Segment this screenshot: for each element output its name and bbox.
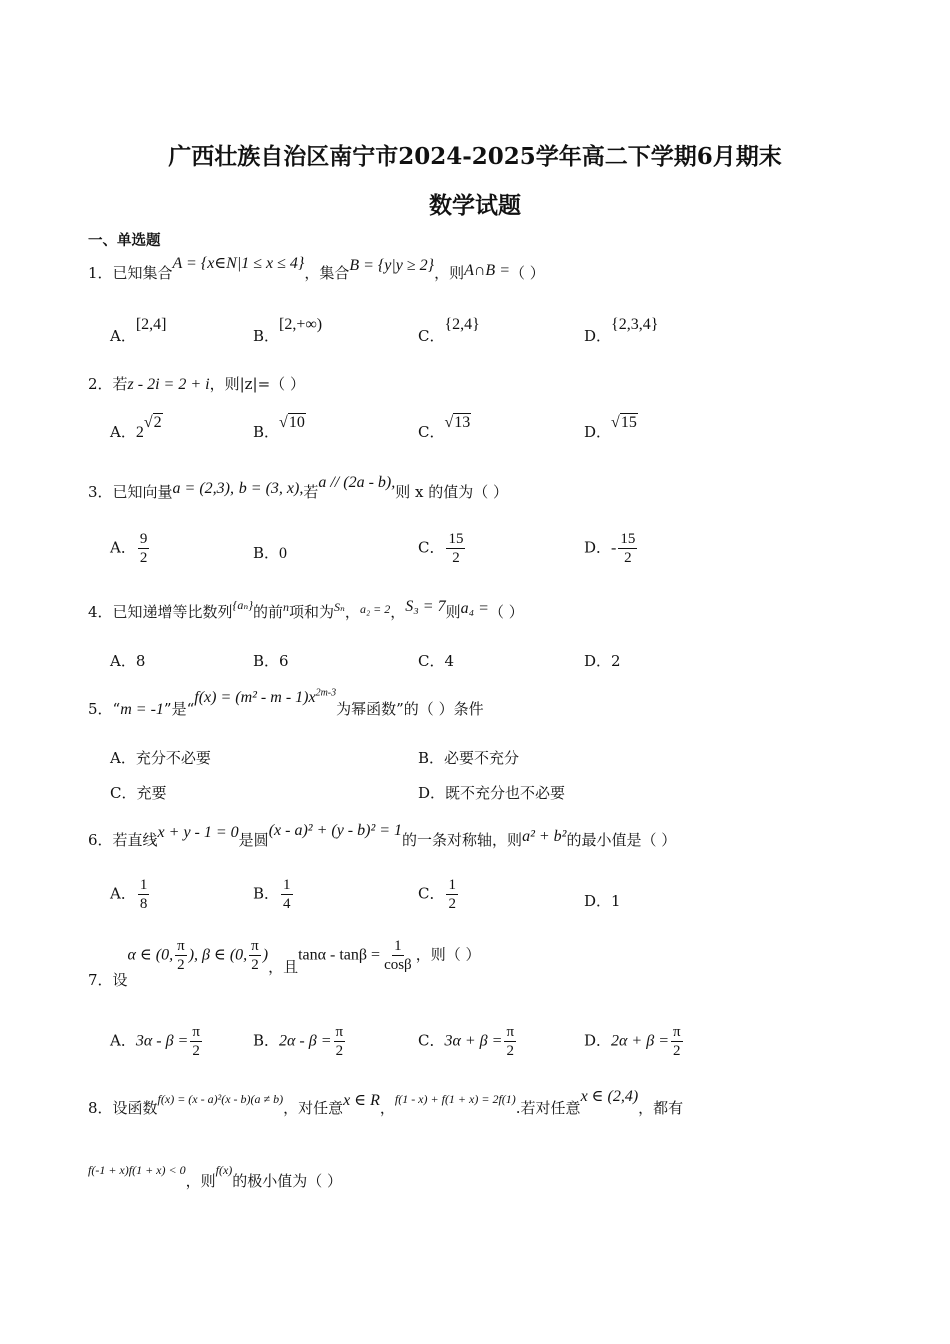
q7-close-paren: ) (262, 946, 269, 964)
q8-tail1: ，都有 (638, 1099, 684, 1117)
question-5 (88, 687, 484, 719)
q3-ruo: 若 (303, 483, 319, 501)
q3-vector-a: a = (2,3), (172, 480, 234, 497)
q4-sequence: {aₙ} (232, 598, 254, 612)
option-label: C． (418, 884, 445, 903)
option-text: 充分不必要 (135, 749, 211, 767)
q3-relation: a // (2a - b), (318, 474, 396, 491)
option-value: 2 (611, 652, 621, 670)
q1-option-b (253, 316, 323, 346)
fraction-denominator: 2 (192, 1043, 200, 1059)
fraction-numerator: 9 (139, 531, 148, 547)
fraction-numerator: π (177, 938, 185, 954)
question-8-line2 (88, 1163, 343, 1191)
q6-expr: a² + b² (522, 828, 567, 845)
q3-tail: 则 x 的值为（ ） (395, 483, 508, 501)
q5-option-d (418, 782, 565, 803)
option-label: C． (418, 538, 445, 557)
fraction-numerator: 15 (448, 531, 464, 547)
option-value: 6 (279, 652, 289, 670)
question-2 (88, 373, 305, 394)
option-label: B． (253, 544, 280, 562)
fraction-denominator: 2 (506, 1043, 514, 1059)
option-label: A． (110, 423, 136, 441)
option-label: A． (110, 652, 136, 670)
q5-option-b (418, 747, 519, 768)
q4-mid2: 项和为 (289, 603, 335, 621)
q2-expr: z - 2i = 2 + i (127, 376, 210, 393)
option-expr: 3α - β = (135, 1032, 189, 1050)
q5-func-wrap (194, 689, 336, 706)
option-label: D． (584, 892, 612, 910)
question-1 (88, 255, 545, 283)
q4-cond2: S₃ = 7 (405, 598, 446, 615)
q4-cond1: a₂ = 2 (359, 602, 391, 616)
q2-option-a: A．2√2 (110, 414, 162, 441)
question-8 (88, 1088, 684, 1118)
q8-func: f(x) = (x - a)²(x - b)(a ≠ b) (157, 1092, 284, 1106)
fraction-denominator: 2 (673, 1043, 681, 1059)
question-6 (88, 822, 677, 850)
q6-option-a (110, 876, 151, 913)
option-label: A． (110, 538, 136, 557)
q4-paren: （ ） (488, 603, 524, 621)
option-radicand: 15 (620, 414, 637, 431)
option-radicand: 2 (153, 414, 162, 431)
option-value: 4 (444, 652, 455, 670)
option-label: B． (253, 327, 280, 345)
fraction-denominator: 2 (251, 957, 259, 973)
question-3 (88, 474, 508, 502)
q8-tail2: 的极小值为（ ） (232, 1172, 343, 1190)
option-math: {2,4} (444, 316, 480, 333)
option-label: C． (418, 1031, 445, 1050)
q1-option-d (584, 316, 659, 346)
option-label: C． (418, 423, 445, 441)
q3-option-d (584, 530, 639, 567)
q4-mid1: 的前 (253, 603, 284, 621)
fraction-numerator: π (251, 938, 259, 954)
q5-number: 5．“ (88, 700, 121, 718)
option-value: 8 (135, 652, 146, 670)
option-label: D． (584, 652, 612, 670)
fraction-denominator: 2 (139, 550, 148, 566)
option-label: B． (253, 652, 280, 670)
q6-option-c (418, 876, 460, 913)
q6-line: x + y - 1 = 0 (157, 824, 239, 841)
q7-option-d (584, 1023, 685, 1060)
option-label: B． (253, 884, 280, 903)
q8-number: 8．设函数 (88, 1099, 158, 1117)
q5-mid: ”是“ (163, 700, 195, 718)
q7-option-c (418, 1023, 518, 1060)
fraction-numerator: 1 (283, 877, 291, 893)
q7-tan-expr: tanα - tanβ = (298, 946, 381, 964)
q2-number: 2．若 (88, 375, 128, 393)
q2-option-b: B．√10 (253, 414, 305, 441)
option-math: [2,+∞) (279, 316, 323, 333)
q2-option-d: D．√15 (584, 414, 637, 441)
q7-tail: ，则（ ） (415, 945, 481, 964)
option-text: 既不充分也不必要 (445, 784, 566, 802)
option-radicand: 13 (454, 414, 471, 431)
q5-cond: m = -1 (120, 701, 164, 718)
q4-number: 4．已知递增等比数列 (88, 603, 233, 621)
option-expr: 3α + β = (444, 1032, 503, 1050)
q5-exponent: 2m-3 (315, 687, 337, 699)
fraction-numerator: π (673, 1024, 681, 1040)
fraction-denominator: 8 (139, 896, 148, 912)
fraction-numerator: π (335, 1024, 344, 1040)
option-label: A． (110, 749, 136, 767)
q8-fx: f(x) (215, 1163, 233, 1177)
document-title-line1: 广西壮族自治区南宁市2024-2025学年高二下学期6月期末 (168, 143, 782, 170)
fraction-denominator: 2 (624, 550, 632, 566)
q6-number: 6．若直线 (88, 831, 158, 849)
option-label: C． (418, 327, 445, 345)
q8-inequality: f(-1 + x)f(1 + x) < 0 (88, 1163, 186, 1177)
option-expr: 2α + β = (611, 1032, 669, 1050)
question-4: 4．已知递增等比数列$^{\{a_n\}}$的前$^n$项和为$^{S_n}$，$^{a_2 = 2}$，S₃ = 7则a₄ =（ ） (88, 598, 524, 621)
fraction-numerator: 15 (620, 531, 636, 547)
q1-mid: ，集合 (304, 264, 350, 282)
option-label: D． (584, 423, 612, 441)
q6-circle: (x - a)² + (y - b)² = 1 (268, 822, 403, 839)
q1-option-a (110, 316, 167, 346)
fraction-denominator: 2 (177, 957, 185, 973)
q2-tail: ，则|z|=（ ） (209, 375, 305, 393)
q3-option-b (253, 542, 287, 563)
q4-option-a (110, 650, 145, 671)
q6-mid2: 的一条对称轴，则 (402, 831, 523, 849)
fraction-numerator: π (506, 1024, 515, 1040)
option-label: D． (418, 784, 446, 802)
q7-beta-domain: ), β ∈ (0, (188, 946, 248, 964)
option-label: A． (110, 884, 136, 903)
option-sign: - (611, 539, 617, 557)
fraction-numerator: π (192, 1024, 200, 1040)
q4-sn: Sₙ (334, 600, 345, 614)
q7-option-b (253, 1023, 347, 1060)
fraction-denominator: 4 (283, 896, 291, 912)
option-label: B． (418, 749, 445, 767)
option-label: C． (418, 652, 445, 670)
option-math: {2,3,4} (611, 316, 659, 333)
fraction-denominator: cosβ (384, 957, 412, 973)
q1-expr: A∩B = (464, 262, 510, 279)
q4-n: n (283, 600, 290, 614)
option-label: D． (584, 327, 612, 345)
q8-mid2: .若对任意 (515, 1099, 581, 1117)
fraction-numerator: 1 (448, 877, 456, 893)
q7-option-a (110, 1023, 204, 1060)
q8-x-real: x ∈ R (343, 1092, 380, 1109)
q4-option-d (584, 650, 621, 671)
fraction-denominator: 2 (335, 1043, 344, 1059)
fraction-denominator: 2 (448, 896, 456, 912)
q6-option-d (584, 890, 621, 911)
option-label: B． (253, 1031, 280, 1050)
q7-qie: ，且 (268, 957, 299, 976)
option-radicand: 10 (288, 414, 305, 431)
q5-option-a (110, 747, 211, 768)
fraction-numerator: 1 (139, 877, 148, 893)
option-value: 0 (279, 545, 288, 562)
q1-set-a: A = {x∈N|1 ≤ x ≤ 4} (172, 255, 305, 272)
q4-ask: a₄ = (460, 600, 489, 617)
section-heading: 一、单选题 (88, 232, 161, 249)
q8-symmetry: f(1 - x) + f(1 + x) = 2f(1) (394, 1092, 516, 1106)
q8-interval: x ∈ (2,4) (580, 1088, 639, 1105)
option-expr: 2α - β = (279, 1032, 332, 1050)
q3-number: 3．已知向量 (88, 483, 173, 501)
option-coef: 2 (135, 424, 144, 441)
q5-option-c (110, 782, 167, 803)
option-label: B． (253, 423, 280, 441)
q6-option-b (253, 876, 295, 913)
q1-set-b: B = {y|y ≥ 2} (349, 257, 435, 274)
q2-option-c: C．√13 (418, 414, 471, 441)
q7-number: 7．设 (88, 970, 128, 989)
option-math: [2,4] (135, 316, 167, 333)
option-label: D． (584, 1031, 612, 1050)
q3-option-a (110, 530, 151, 567)
question-7 (88, 937, 481, 989)
option-label: D． (584, 538, 612, 557)
option-text: 充要 (136, 784, 167, 802)
q1-tail: ，则 (434, 264, 465, 282)
option-label: C． (110, 784, 137, 802)
q6-tail: 的最小值是（ ） (566, 831, 677, 849)
q8-mid3: ，则 (185, 1172, 216, 1190)
q7-alpha-domain: α ∈ (0, (127, 946, 174, 964)
q1-paren: （ ） (510, 264, 545, 282)
q4-option-c (418, 650, 454, 671)
q1-number: 1．已知集合 (88, 264, 173, 282)
q1-option-c (418, 316, 480, 346)
option-text: 必要不充分 (444, 749, 520, 767)
q8-comma: ， (379, 1099, 395, 1117)
fraction-numerator: 1 (394, 938, 402, 954)
option-label: A． (110, 1031, 136, 1050)
q5-func: f(x) = (m² - m - 1)x (194, 689, 316, 706)
option-label: A． (110, 327, 136, 345)
option-value: 1 (611, 892, 621, 910)
q6-mid: 是圆 (238, 831, 269, 849)
q4-option-b (253, 650, 289, 671)
fraction-denominator: 2 (452, 550, 460, 566)
q4-ze: 则 (445, 603, 461, 621)
q5-tail: 为幂函数”的（ ）条件 (336, 700, 484, 718)
q8-mid1: ，对任意 (283, 1099, 344, 1117)
q3-vector-b: b = (3, x), (238, 480, 304, 497)
document-title-line2: 数学试题 (429, 192, 521, 219)
q3-option-c (418, 530, 467, 567)
